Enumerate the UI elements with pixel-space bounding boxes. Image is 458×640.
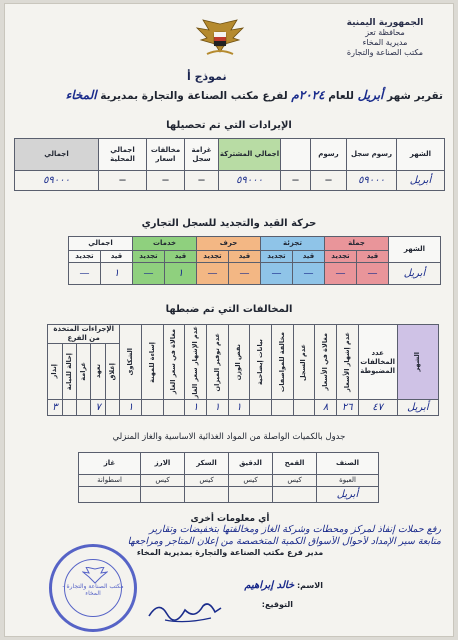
reg-sub: تجديد — [261, 251, 293, 263]
eagle-emblem-icon — [193, 18, 247, 58]
reg-cell: — — [325, 263, 357, 285]
vio-col-month: الشهر — [397, 325, 438, 400]
vio-col: مغالاة في سعر الغاز — [163, 325, 185, 400]
notes-line: متابعة سير الإمداد لأحوال الأسواق الكمية المتخصصة من إعلان المتاجر ومراجعها — [127, 536, 441, 547]
rev-cell: ٥٩٠٠٠ — [219, 171, 281, 191]
rev-cell: — — [311, 171, 347, 191]
vio-action: إنذار — [48, 344, 63, 400]
rev-cell: ٥٩٠٠٠ — [15, 171, 99, 191]
reg-cell: — — [133, 263, 165, 285]
vio-cell — [163, 400, 185, 416]
sup-col-gas: غاز — [79, 453, 141, 475]
vio-cell: ١ — [228, 400, 250, 416]
rev-cell: — — [147, 171, 185, 191]
sup-unit: كيس — [185, 475, 229, 487]
signature-label: التوقيع: — [261, 600, 293, 609]
supplies-title: جدول بالكميات الواصلة من المواد الغذائية الاساسية والغاز المنزلي — [112, 432, 346, 442]
vio-col-count: عدد المخالفات المضبوطة — [358, 325, 397, 400]
vio-cell: ١ — [206, 400, 228, 416]
rev-col-registry-fees: رسوم سجل — [347, 139, 397, 171]
signatory-name-row — [244, 580, 323, 592]
vio-col: إساءة للمهنة — [142, 325, 164, 400]
letterhead — [325, 18, 445, 58]
reg-col-month: الشهر — [389, 237, 441, 263]
report-month: أبريل — [357, 88, 384, 102]
vio-action: إغلاق — [105, 344, 119, 400]
rev-cell: ٥٩٠٠٠ — [347, 171, 397, 191]
sup-unit: اسطوانة — [79, 475, 141, 487]
rev-cell: — — [185, 171, 219, 191]
sup-cell — [273, 487, 317, 503]
sup-unit: كيس — [141, 475, 185, 487]
vio-col: مخالفة للمواصفات — [271, 325, 293, 400]
registry-title: حركة القيد والتجديد للسجل التجاري — [141, 218, 317, 229]
reg-sub: قيد — [229, 251, 261, 263]
rev-col-price-violations: مخالفات اسعار — [147, 139, 185, 171]
vio-cell: ٨ — [315, 400, 337, 416]
reg-sub: تجديد — [325, 251, 357, 263]
vio-col-actions: الإجراءات المتخذة من الفرع — [48, 325, 120, 344]
sup-col-item: الصنف — [317, 453, 379, 475]
report-heading — [21, 88, 443, 102]
vio-col: نقص الوزن — [228, 325, 250, 400]
vio-col: الشكاوى — [120, 325, 142, 400]
office-stamp — [49, 544, 137, 632]
notes-heading: أي معلومات أخرى — [190, 514, 270, 524]
revenues-title: الإيرادات التي تم تحصيلها — [166, 120, 292, 131]
office-name: مكتب الصناعة والتجارة — [346, 48, 424, 57]
rev-col-total-shared: اجمالي المشتركة — [219, 139, 281, 171]
signatory-name: خالد إبراهيم — [244, 580, 295, 591]
vio-cell — [250, 400, 272, 416]
reg-sub: قيد — [293, 251, 325, 263]
governorate-name: محافظة تعز — [365, 28, 405, 37]
sup-cell — [141, 487, 185, 503]
sup-cell — [79, 487, 141, 503]
supplies-table — [78, 452, 379, 503]
signature-row — [262, 600, 293, 609]
report-page — [4, 3, 454, 637]
reg-cell: ١ — [165, 263, 197, 285]
form-title: نموذج أ — [187, 70, 227, 83]
rev-cell: أبريل — [397, 171, 445, 191]
reg-cell: — — [68, 263, 100, 285]
report-year-label: للعام — [328, 90, 354, 102]
vio-action: إحالة للنيابة — [62, 344, 76, 400]
violations-title: المخالفات التي تم ضبطها — [165, 304, 293, 315]
sup-cell: أبريل — [317, 487, 379, 503]
sup-col-sugar: السكر — [185, 453, 229, 475]
registry-table — [68, 236, 441, 285]
vio-cell: ٣ — [48, 400, 63, 416]
vio-cell — [293, 400, 315, 416]
reg-sub: تجديد — [197, 251, 229, 263]
sup-unit: كيس — [273, 475, 317, 487]
vio-cell — [142, 400, 164, 416]
vio-cell — [77, 400, 91, 416]
name-label: الاسم: — [296, 581, 323, 590]
vio-cell: ٢٦ — [336, 400, 358, 416]
vio-action: غرامة — [77, 344, 91, 400]
reg-cell: — — [261, 263, 293, 285]
vio-col: عدم الإشهار سعر الغاز — [185, 325, 207, 400]
vio-cell: ١ — [120, 400, 142, 416]
notes-signatory-title: مدير فرع مكتب الصناعة والتجارة بمديرية المخاء — [136, 548, 324, 557]
district-name: مديرية المخاء — [362, 38, 408, 47]
vio-col: عدم السجل — [293, 325, 315, 400]
vio-col: بيانات إيضاحية — [250, 325, 272, 400]
sup-col-wheat: القمح — [273, 453, 317, 475]
report-prefix: تقرير شهر — [387, 90, 443, 102]
reg-cell: — — [357, 263, 389, 285]
reg-group-wholesale: جملة — [325, 237, 389, 251]
reg-sub: قيد — [101, 251, 133, 263]
sup-col-rice: الارز — [141, 453, 185, 475]
vio-cell: أبريل — [397, 400, 438, 416]
report-district: المخاء — [65, 88, 97, 102]
handwritten-signature — [145, 596, 225, 626]
vio-col: عدم توفير الميزان — [206, 325, 228, 400]
vio-cell — [271, 400, 293, 416]
notes-line: رفع حملات إنفاذ لمركز ومحطات وشركة الغاز ومخالفتها بتخفيضات وتقارير — [149, 524, 441, 535]
reg-cell: ١ — [101, 263, 133, 285]
reg-group-total: اجمالي — [68, 237, 132, 251]
reg-group-retail: تجزئة — [261, 237, 325, 251]
rev-col-fees: رسوم — [311, 139, 347, 171]
vio-col: عدم إشهار الأسعار — [336, 325, 358, 400]
report-suffix: لفرع مكتب الصناعة والتجارة بمديرية — [100, 90, 288, 102]
reg-cell: — — [229, 263, 261, 285]
rev-col-month: الشهر — [397, 139, 445, 171]
vio-cell — [62, 400, 76, 416]
reg-sub: تجديد — [68, 251, 100, 263]
reg-group-crafts: حرف — [197, 237, 261, 251]
vio-cell: ٤٧ — [358, 400, 397, 416]
sup-cell — [185, 487, 229, 503]
country-name: الجمهورية اليمنية — [346, 18, 424, 28]
reg-sub: تجديد — [133, 251, 165, 263]
reg-group-services: خدمات — [133, 237, 197, 251]
rev-cell: — — [281, 171, 311, 191]
stamp-text: مكتب الصناعة والتجارة - المخاء — [62, 583, 124, 597]
revenues-table — [14, 138, 445, 191]
sup-cell — [229, 487, 273, 503]
report-year: ٢٠٢٤م — [291, 88, 325, 102]
reg-sub: قيد — [357, 251, 389, 263]
sup-unit: كيس — [229, 475, 273, 487]
rev-col-registry-fine: غرامة سجل — [185, 139, 219, 171]
vio-col: مغالاة في الأسعار — [315, 325, 337, 400]
vio-cell — [105, 400, 119, 416]
vio-cell: ٧ — [91, 400, 105, 416]
violations-table — [47, 324, 439, 416]
vio-cell: ١ — [185, 400, 207, 416]
rev-cell: — — [99, 171, 147, 191]
sup-unit: العبوة — [317, 475, 379, 487]
rev-col-total-local: اجمالي المحلية — [99, 139, 147, 171]
vio-action: تعهد — [91, 344, 105, 400]
reg-cell: أبريل — [389, 263, 441, 285]
reg-cell: — — [293, 263, 325, 285]
reg-cell: — — [197, 263, 229, 285]
rev-col-total: اجمالي — [15, 139, 99, 171]
rev-col-blank — [281, 139, 311, 171]
reg-sub: قيد — [165, 251, 197, 263]
sup-col-flour: الدقيق — [229, 453, 273, 475]
